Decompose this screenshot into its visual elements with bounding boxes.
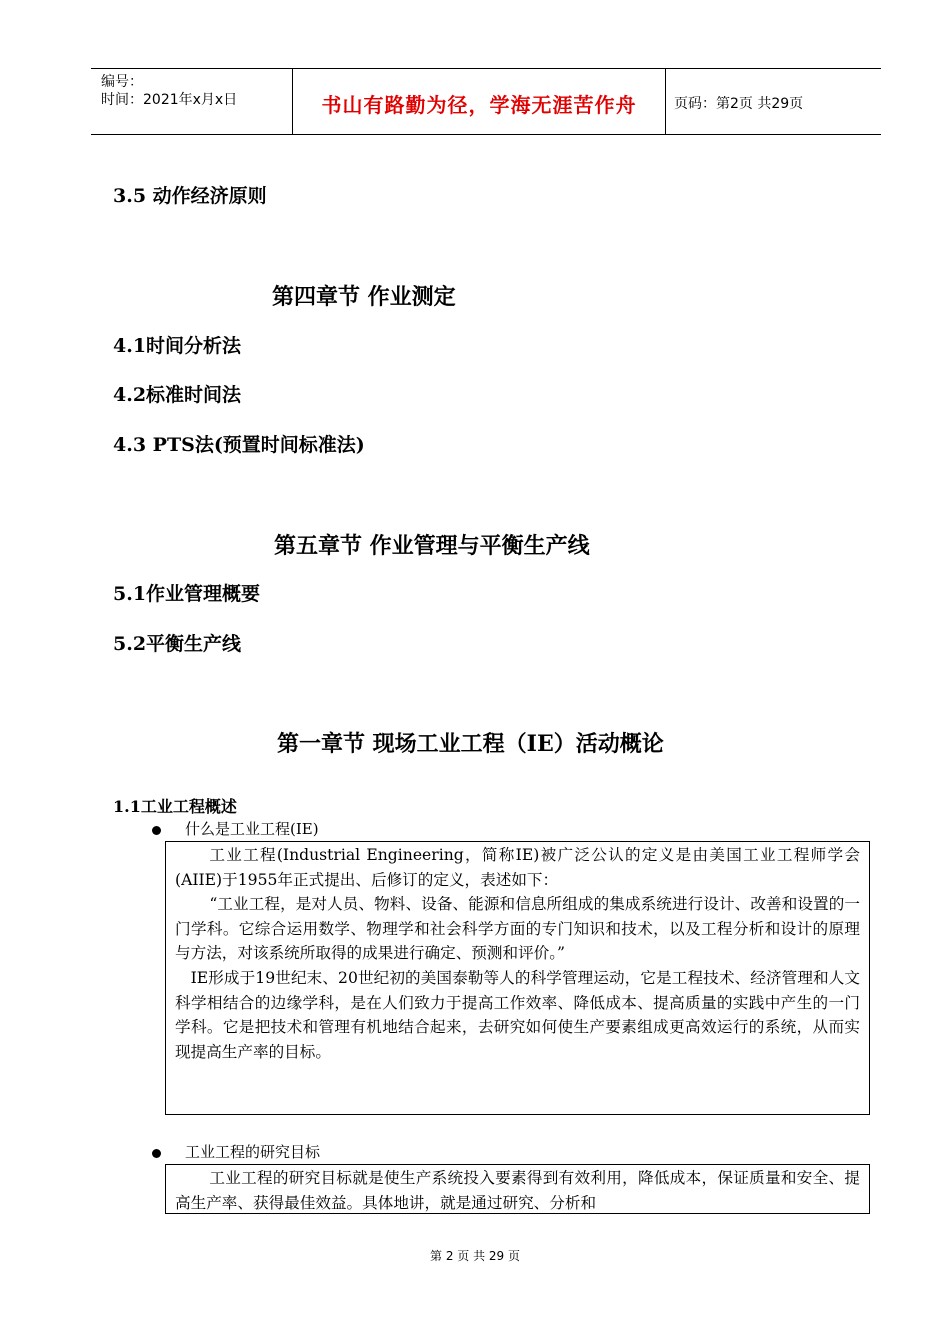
header-meta xyxy=(101,73,237,109)
toc-item-5-1: 5.1作业管理概要 xyxy=(113,583,261,605)
header-divider xyxy=(665,69,666,135)
bullet-text: 工业工程的研究目标 xyxy=(185,1143,321,1161)
chapter-1-title: 第一章节 现场工业工程（IE）活动概论 xyxy=(277,731,664,757)
box-paragraph: 工业工程(Industrial Engineering，简称IE)被广泛公认的定义是由美国工业工程师学会(AIIE)于1955年正式提出、后修订的定义，表述如下： xyxy=(175,846,860,889)
toc-item-4-3: 4.3 PTS法(预置时间标准法) xyxy=(113,434,365,456)
bullet-item xyxy=(152,1141,320,1162)
definition-box xyxy=(165,841,870,1115)
box-paragraph: “工业工程，是对人员、物料、设备、能源和信息所组成的集成系统进行设计、改善和设置的一门学科。它综合运用数学、物理学和社会科学方面的专门知识和技术，以及工程分析和设计的原理与方法，对该系统所取得的成果进行确定、预测和评价。” xyxy=(175,895,860,963)
bullet-text: 什么是工业工程(IE) xyxy=(185,820,319,838)
page-footer: 第 2 页 共 29 页 xyxy=(430,1249,520,1263)
time-label: 时间：2021年x月x日 xyxy=(101,92,238,108)
number-label: 编号： xyxy=(101,74,143,90)
section-1-1-heading: 1.1工业工程概述 xyxy=(113,797,237,816)
bullet-item xyxy=(152,818,319,839)
toc-item-4-2: 4.2标准时间法 xyxy=(113,384,242,406)
toc-chapter-4: 第四章节 作业测定 xyxy=(272,284,456,310)
toc-item-3-5: 3.5 动作经济原则 xyxy=(113,185,267,207)
page-header xyxy=(91,68,881,135)
bullet-dot-icon xyxy=(152,1149,161,1158)
toc-item-4-1: 4.1时间分析法 xyxy=(113,335,242,357)
box-paragraph: 工业工程的研究目标就是使生产系统投入要素得到有效利用，降低成本，保证质量和安全、提高生产率、获得最佳效益。具体地讲，就是通过研究、分析和 xyxy=(175,1169,860,1212)
objective-box xyxy=(165,1164,870,1214)
toc-item-5-2: 5.2平衡生产线 xyxy=(113,633,242,655)
header-page-label: 页码：第2页 共29页 xyxy=(674,96,804,112)
toc-chapter-5: 第五章节 作业管理与平衡生产线 xyxy=(274,533,590,559)
box-paragraph: IE形成于19世纪末、20世纪初的美国泰勒等人的科学管理运动，它是工程技术、经济管理和人文科学相结合的边缘学科，是在人们致力于提高工作效率、降低成本、提高质量的实践中产生的一门学科。它是把技术和管理有机地结合起来，去研究如何使生产要素组成更高效运行的系统，从而实现提高生产率的目标。 xyxy=(175,968,860,1061)
bullet-dot-icon xyxy=(152,826,161,835)
header-motto: 书山有路勤为径，学海无涯苦作舟 xyxy=(321,93,637,117)
